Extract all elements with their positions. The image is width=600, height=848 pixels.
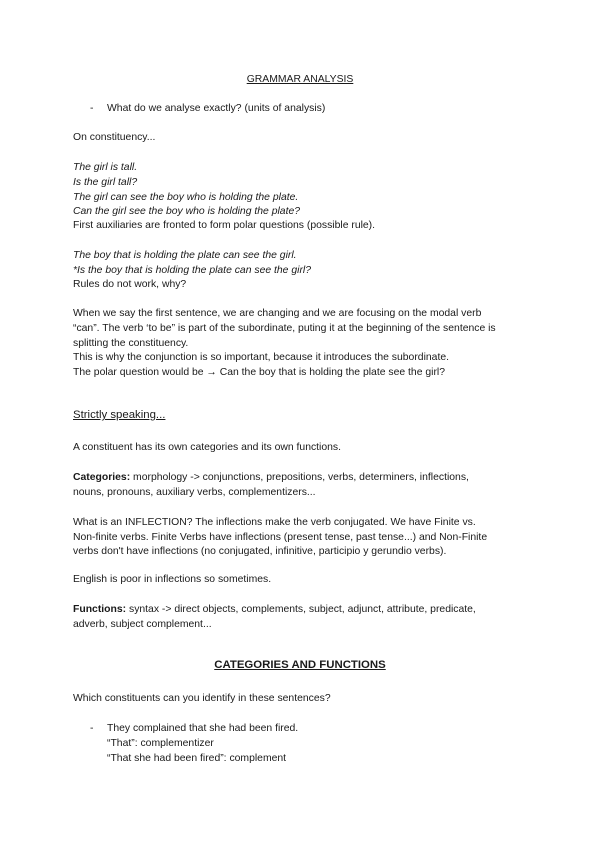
example-note: “That”: complementizer [107, 738, 214, 749]
explanation-line: “can”. The verb ‘to be” is part of the subordinate, puting it at the beginning of the sentence is [73, 323, 496, 334]
example-line: Can the girl see the boy who is holding the plate? [73, 206, 301, 217]
example-line: The girl is tall. [73, 162, 138, 173]
example-line: Is the girl tall? [73, 177, 138, 188]
explanation-line: When we say the first sentence, we are changing and we are focusing on the modal verb [73, 308, 482, 319]
rule-text: First auxiliaries are fronted to form polar questions (possible rule). [73, 220, 376, 231]
inflection-line: Non-finite verbs. Finite Verbs have inflections (present tense, past tense...) and Non-Finite [73, 532, 488, 543]
example-sentence: They complained that she had been fired. [107, 723, 299, 734]
strictly-heading: Strictly speaking... [73, 409, 166, 421]
example-line: The girl can see the boy who is holding the plate. [73, 192, 299, 203]
inflection-line: What is an INFLECTION? The inflections make the verb conjugated. We have Finite vs. [73, 517, 476, 528]
example-line: *Is the boy that is holding the plate can see the girl? [73, 265, 311, 276]
functions-label: Functions: [73, 604, 127, 615]
page-title: GRAMMAR ANALYSIS [246, 74, 354, 85]
example-note: “That she had been fired”: complement [107, 753, 287, 764]
example-line: The boy that is holding the plate can see the girl. [73, 250, 297, 261]
explanation-line: This is why the conjunction is so important, because it introduces the subordinate. [73, 352, 449, 363]
functions-line: adverb, subject complement... [73, 619, 212, 630]
categories-line: nouns, pronouns, auxiliary verbs, complementizers... [73, 487, 316, 498]
section-title: CATEGORIES AND FUNCTIONS [214, 659, 386, 671]
intro-question: What do we analyse exactly? (units of analysis) [107, 103, 326, 114]
constituent-definition: A constituent has its own categories and its own functions. [73, 442, 341, 453]
categories-text: morphology -> conjunctions, prepositions, verbs, determiners, inflections, [130, 472, 469, 483]
bullet-marker: - [90, 103, 94, 114]
bullet-marker: - [90, 723, 94, 734]
functions-text: syntax -> direct objects, complements, subject, adjunct, attribute, predicate, [126, 604, 476, 615]
constituency-heading: On constituency... [73, 132, 156, 143]
categories-line [73, 471, 469, 484]
explanation-line: splitting the constituency. [73, 338, 189, 349]
explanation-line: The polar question would be → Can the boy that is holding the plate see the girl? [73, 367, 445, 378]
categories-label: Categories: [73, 472, 131, 483]
english-note: English is poor in inflections so sometimes. [73, 574, 272, 585]
inflection-line: verbs don't have inflections (no conjugated, infinitive, participio y gerundio verbs). [73, 546, 447, 557]
question-text: Which constituents can you identify in these sentences? [73, 693, 331, 704]
rules-fail-text: Rules do not work, why? [73, 279, 187, 290]
functions-line [73, 603, 476, 616]
